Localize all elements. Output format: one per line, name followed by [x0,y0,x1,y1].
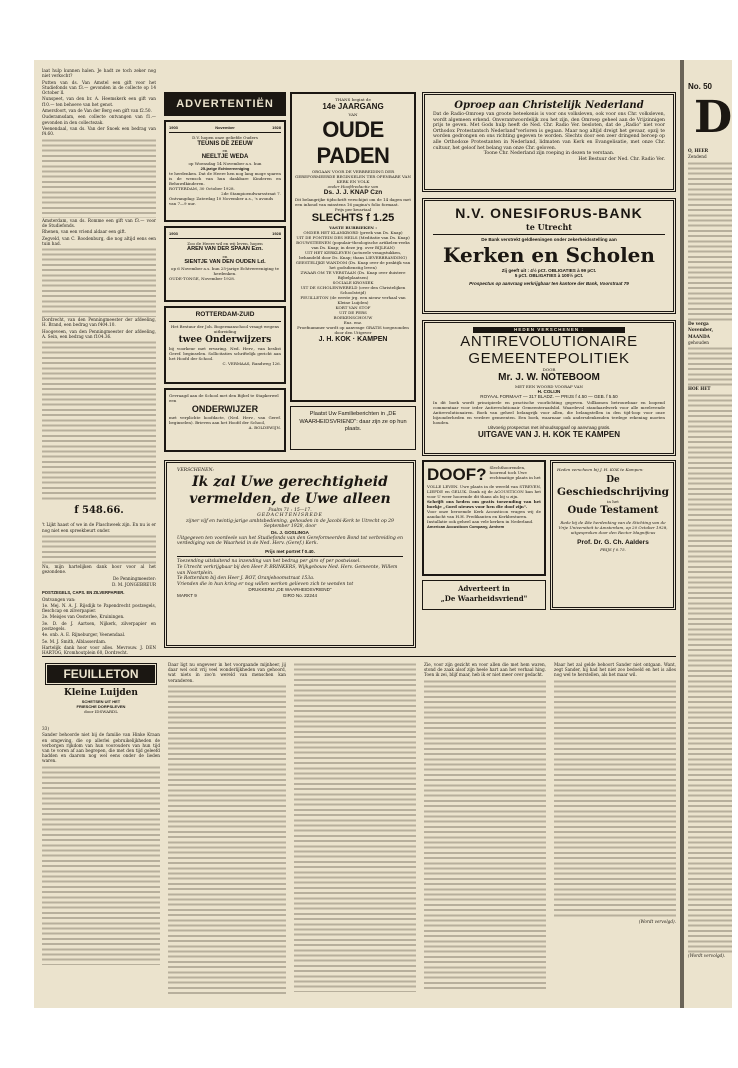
verschenen-note: Toezending uitsluitend na inzending van het bedrag per giro of per postwissel. [177,559,361,565]
doof-title: DOOF? [427,465,487,484]
geschied-description: Rede bij de 48e herdenking van de Stichting van de Vrije Universiteit te Amsterdam, op 20 October 1928, uitgesproken door den Rector Magnificus [558,520,668,535]
verschenen-kicker: VERSCHENEN: [177,468,214,473]
feuilleton-column-5 [554,662,676,1000]
treasurer-label: De Penningmeester: [112,575,156,581]
gift-item: Zegveld, van C. Roodenburg, die nog altijd eens een tuin had. [42,235,156,246]
geschiedschrijving-ad [550,460,676,610]
rubriek-item: GEESTELIJKE WANDOM (Ds. Knap over de praktijk van het godsdienstig leven) [295,260,411,270]
oude-paden-organ: ORGAAN VOOR DE VERBREIDING DER GEREFORMEERDE BEGINSELEN TER OPENBARE VAN KERK EN VOLK [295,169,411,184]
antirev-title-2: GEMEENTEPOLITIEK [468,349,630,367]
feuilleton-number: 33) [42,726,49,731]
next-page-fragment: Zendend [688,154,707,160]
next-page-fragment: November, [688,327,714,333]
antirevolutionaire-book-ad [422,320,676,456]
rubriek-item: KORT VAN STOF [335,305,371,310]
rubriek-item: ZWAAR OM TE VERSTAAN (Ds. Knap over duistere Bijbelplaatsen) [300,270,406,280]
verschenen-price: Prijs met portret f 0.40. [265,548,315,554]
gedachtenisrede-ad [164,460,416,648]
feuilleton-paragraph: Maar het zal gelde behoort Sander niet ontgaan. Want, zegt Sander, hij had het niet zoo bedoeld en het is alles nog wel te herstellen, als het maar wil. [554,662,676,678]
postage-item: 4e. onb. A. E. Rijneburger, Veenendaal. [42,632,126,638]
intro-paragraph: laat hulp kunnen halen. Je hadt ze toch zeker nog niet verkocht? [42,68,156,79]
postage-item: 2e. Meisjes van Oosterlee, Kruiningen. [42,614,125,620]
next-page-fragment: (Wordt vervolgd). [688,952,726,958]
geschied-price: PRIJS f 0.75. [600,547,626,552]
oude-paden-price: SLECHTS f 1.25 [311,212,395,224]
feuilleton-banner: FEUILLETON [44,662,158,686]
doof-body-2: Voor onze beroemde Kerk Acousticon vragen wij de aandacht van H.H. Predikanten en Kerkbesturen. [427,509,541,519]
family-notice-van-der-spaan [164,226,286,302]
notice-address: 2de Stampioendwarsstraat 7. [221,191,281,196]
advertisements-header [164,92,286,116]
gift-item: Amersfoort, van de Van der Berg een gift van f2.50. [42,107,152,113]
next-page-text [688,148,732,998]
next-page-number: No. 50 [688,82,713,91]
text-block-filler [688,393,732,953]
vacancy-signature: A. BOLDEWIJN. [248,425,281,430]
verschenen-headline-2: vermelden, de Uwe alleen [189,490,391,507]
section-divider [42,656,676,657]
oude-paden-price-label: Prijs per kwartaal [334,207,372,212]
antirev-title-1: ANTIREVOLUTIONAIRE [460,332,638,350]
next-page-fragment: De verga [688,320,709,326]
antirev-kicker: HEDEN VERSCHENEN : [473,327,625,333]
vacancy-headline: ONDERWIJZER [191,404,259,414]
month-label: November [215,125,235,130]
next-page-masthead-letter: D [694,92,732,143]
antirev-preface-label: MET EEN WOORD VOORAF VAN [514,383,584,389]
bank-prospectus: Prospectus op aanvraag verkrijgbaar ten kantore der Bank, Voorstraat 79 [469,280,629,286]
antirev-publisher: UITGAVE VAN J. H. KOK TE KAMPEN [478,430,620,440]
verschenen-description: zijner vijf en twintig-jarige ambtsbediening, gehouden in de Jacobi-Kerk te Utrecht op 29 September 1928, door [186,518,394,530]
notice-intro: Zoo de Heere wil en wij leven, hopen [187,241,263,246]
next-page-fragment: O, HEER [688,148,709,153]
doof-side: Slechthoorenden, hoorend toch Uwe rechtmatige plaats in het [489,465,541,480]
rubriek-item: BOUWSTEENEN (populair-theologische artikelen-reeks van Ds. Knap; in deze jrg. over BIJLEAN) [296,240,410,250]
acousticon-ad [422,460,546,576]
oproep-signature: Het Bestuur der Ned. Chr. Radio Ver. [578,156,665,162]
couple-name-a: TEUNIS DE ZEEUW [197,141,253,147]
newspaper-page [34,60,680,1008]
notice-place: OUDE-TONGE, November 1928. [169,276,236,281]
couple-name-a: AREN VAN DER SPAAN Ezn. [187,246,263,252]
onesiforus-bank-ad [422,198,676,314]
rubriek-item: UIT DE FONTEIN DES HEILS (Meditatie van Ds. Knap) [296,235,410,240]
oproep-closing: Toone Chr. Nederland zijn roeping in dezen te verstaan. [483,151,615,157]
feuilleton-sub-2: FRIESCHE DORPSLEVEN [76,704,126,709]
geschied-top: Heden verscheen bij J. H. KOK te Kampen: [557,467,644,472]
notice-body: te herdenken. Dat de Heere hen nog lang moge sparen is de wensch van hun dankbare Kinderen en Behuwdkinderen. [169,171,281,186]
doof-headline: Schrijft ons heden om gratis toezending van het boekje „Goed nieuws voor hen die doof zijn". [427,499,541,509]
feuilleton-header [42,660,160,722]
bank-lead: De Bank verstrekt geldleeningen onder zekerheidsstelling aan [481,237,617,242]
vacancy-signature: C. VERMAAS, Randweg 126. [222,361,281,366]
gift-item: Nunspeet, van den br. A. Heemskerk een gift van f10.— ten behoeve van het genot. [42,96,156,107]
jubilee-label: 25-jarige Echtvereeniging [200,166,250,171]
feuilleton-author: door IDSWARDL [84,709,118,714]
bank-headline: Kerken en Scholen [443,242,655,267]
verschenen-psalm: Psalm 71 : 15—17. [268,507,312,513]
verschenen-publication: Uitgegeven ten voordeele van het Studiefonds van den Gereformeerden Bond tot verbreiding en verdediging van de Waarheid in de Ned. Herv. (Geref.) Kerk. [177,535,403,547]
rubriek-item: UIT DE PERS [339,310,367,315]
feuilleton-sub-1: SCHETSEN UIT HET [81,699,121,704]
teacher-vacancy-stapkerwel [164,388,286,452]
bank-rate-2: 5 pCt. OBLIGATIES à 100½ pCt. [514,273,584,279]
text-block-filler [42,247,156,317]
adverteert-ad [422,580,546,610]
feuilleton-column-4 [424,662,546,1000]
text-block-filler [688,161,732,321]
text-block-filler [424,679,546,989]
feuilleton-title: Kleine Luijden [64,688,138,698]
adverteert-line-1: Adverteert in [458,584,510,593]
feuilleton-column-2 [168,662,286,1000]
next-page-fragment: HOE HET [688,386,711,392]
vacancy-location: ROTTERDAM-ZUID [195,311,255,318]
postage-item: 5e. M. J. Smith, Alblasserdam. [42,638,107,644]
notice-date: op Woensdag 14 November a.s. hun [188,161,262,166]
geschied-title: Geschiedschrijving [557,486,669,498]
text-block-filler [42,765,160,965]
advertisements-title: ADVERTENTIËN [176,98,274,110]
family-notice-placement [290,406,416,450]
geschied-de: De [606,475,620,485]
rubriek-item: UIT HET KERKLEVEN (actueele vraagstukken, behandeld door Ds. Knap; thans LIEVERBRANDING) [299,250,407,260]
next-page-fragment: MAANDA [688,333,710,339]
verschenen-giro: GIRO No. 22244 [282,592,318,598]
year-end: 1928 [272,231,281,236]
antirev-author: Mr. J. W. NOTEBOOM [498,371,600,383]
verschenen-markt: MARKT 9 [177,592,197,598]
antirev-format: ROYAAL FORMAAT — 317 BLADZ. — PRIJS f 4.50 — GEB. f 5.50 [480,394,618,400]
oproep-body: Dat de Radio-Omroep van groote beteekenis is voor ons volksleven, ook voor ons Chr. volksleven, wordt algemeen erkend. Onverantwoordelijk zou het zijn, den Omroep geheel aan de Vrijzinnigen prijs te geven. Met Gods hulp heeft de Ned. Chr. Radio Ver. besloten, dat de „Radio" niet voor Orthodox Protestantsch Nederland"verloren is gegaan. Maar nog altijd dreigt het gevaar, opzij te worden gedrongen en ons richting gegeven te worden. Slechts door een zeer dringend beroep op alle Orthodoxe Protestanten in Nederland, lidmaten van Kerk en Evangelisatie, met onze Chr. cultuur, het geloof het belang van onze Chr. geloven. [433,112,665,151]
text-block-filler [168,684,286,994]
doof-body: VOLLE LEVEN. Uwe plaats in de wereld van STREVEN, LIEFDE en GELUK. Dank zij de ACOUSTICON kan het voor U weer hoorende dit thans als bij u zijn. [427,484,541,499]
oude-paden-editor: Ds. J. J. KNAP Czn [323,189,383,196]
postage-item: 1e. Mej. N. A. J. Rijsdijk te Papendrecht postzegels, fleschcap en zilverpapier. [42,602,156,614]
geschied-in: in het [607,499,619,504]
couple-name-b: NEELTJE WEDA [201,154,249,160]
next-page-edge [684,60,732,1008]
text-block-filler [42,340,156,500]
verschenen-drukkerij: DRUKKERIJ „DE WAARHEIDSVRIEND" [248,587,332,593]
text-block-filler [554,679,676,919]
gift-item: Rhenen, van een vriend aldaar een gift. [42,229,127,235]
oude-paden-van: VAN [348,112,358,117]
notice-place: ROTTERDAM, 30 October 1928. [169,186,235,191]
antirev-prospectus: Uitvoerig prospectus met inhoudsopgaaf op aanvraag gratis. [487,424,611,430]
doof-company: American Acousticon Company, Arnhem [427,524,505,529]
oude-paden-description: Dit belangrijke tijdschrift verschijnt om de 14 dagen met een inhoud van minstens 16 pagina's folio formaat. [295,197,411,207]
treasurer-name: D. M. JONGEBREUR [112,581,156,587]
year-start: 1903 [169,231,178,236]
geschied-author: Prof. Dr. G. Ch. Aalders [577,539,649,546]
couple-name-b: SIENTJE VAN DEN OUDEN Ld. [184,258,266,265]
vacancy-details: met verplichte hoofdacte, (Ned. Herv., van Geref. beginselen). Brieven aan het Hoofd der School, [169,415,281,425]
rubriek-item: BOEKENSCHOUW [333,315,373,320]
antirev-preface-name: H. COLIJN [537,388,561,394]
doof-body-3: Installatie ook geheel aan vele kerken in Nederland. [427,519,534,524]
gift-item: Ouderamsdam, een collecte ontvangen van f1.— gevonden in den collectezak. [42,114,156,125]
gift-item: Putten van ds. Van Amstel een gift voor het Studiefonds van f3.— gevonden in de collecte op 14 October ll. [42,79,156,95]
antirev-body: In dit boek wordt principieele en practische voorlichting gegeven. Vollkomen betrouwbaar en loopend commentaar voor ieder Antirevolutionair Gemeenteraadslid. Waardevol standaardwerk voor alle meelevende Antirevolutionairen. Boek van geheel belangrijk voor allen, die belangstellen in den tijd-loop voor onze bijzonderheden en verdere gemeenten. Een boek, waarnaar ook andersdenkenden terdege rekening moeten houden. [433,399,665,425]
rubriek-item: ONDER HET KLANKBORD (preek van Ds. Knap) [303,230,403,235]
bank-city: te Utrecht [526,222,572,232]
verschenen-sub: GEDACHTENISREDE [257,513,323,519]
feuilleton-paragraph: Zie, voor zijn gezicht en voor allen die met hem waren, stond de zaak alsof zijn heele hart aan het verhaal hing. Toen ik zei, blijf maar, heb ik er niet meer over gedacht. [424,662,546,678]
feuilleton-to-be-continued: (Wordt vervolgd). [638,918,676,924]
vacancy-details: bij voorkeur met ervaring. Ned. Herv., van beslist Geref. beginselen. Sollicitaties schriftelijk gericht aan het Hoofd der School. [169,346,281,361]
oude-paden-free-sample: Proefnummer wordt op aanvrage GRATIS toegezonden door den Uitgever [297,325,409,335]
postage-item: 3e. D. de J. Aartsen, Nijkerk, zilverpapier en postzegels. [42,620,156,632]
thanks-line: Nu, mijn hartelijken dank hoor voor al het gezondene. [42,563,156,575]
verschenen-sales-2: Te Rotterdam bij den Heer J. BOT, Oranjeboomstraat 153a. [177,576,315,582]
signoff-paragraph: Hartelijk dank hoor voor alles. Mevrouw. J. DEN HARTOG, Kromhoutplein 60, Dordrecht. [42,645,156,656]
adverteert-line-2: „De Waarheidsvriend" [440,594,528,603]
postage-subheading: Ontvangen van: [42,596,76,602]
notice-reception: Ontvangdag: Zaterdag 10 November a.s., 's avonds van 7—9 uur. [169,196,274,206]
text-block-filler [42,534,156,564]
oude-paden-title: OUDE PADEN [316,117,390,168]
text-block-filler [688,346,732,386]
quote-paragraph: 't Lijkt haast of we in de Plaschweek zijn. En nu is er nog niet een spreekbeurt onder. [42,522,156,533]
rubriek-item: Enz. enz. [343,320,363,325]
oude-paden-ad [290,92,416,402]
oude-paden-editor-label: onder Hoofdredactie van [327,184,379,189]
oproep-title: Oproep aan Christelijk Nederland [454,100,644,111]
verschenen-headline-1: Ik zal Uwe gerechtigheid [192,473,388,490]
vacancy-intro: Gevraagd aan de School met den Bijbel te Stapkerwel een [169,393,279,403]
bank-rate-1: Zij geeft uit : 4½ pCt. OBLIGATIES à 99 pCt. [501,267,597,273]
oude-paden-jaargang: 14e JAARGANG [322,102,384,111]
total-amount: f 548.66. [74,505,124,517]
oude-paden-rubrieken-label: VASTE RUBRIEKEN : [329,225,377,230]
family-notice-de-zeeuw [164,120,286,222]
vacancy-headline: twee Onderwijzers [178,335,272,345]
gift-item: Amsterdam, van ds. Romme een gift van f3.— voor de Studiefonds. [42,217,156,228]
gift-item: Hoogeveen, van den Penningmeester der afdeeling, A. Sein, een bedrag van f104.36. [42,328,156,339]
notice-date: op 6 November a.s. hun 25-jarige Echtvereeniging te herdenken. [171,266,279,276]
next-page-fragment: gehouden [688,339,709,345]
feuilleton-column-3 [294,662,416,1000]
gift-item: Dordrecht, van den Penningmeester der afdeeling, H. Brand, een bedrag van f404.10. [42,317,156,328]
rubriek-item: UIT DE SCHOLENWERELD (over den Christelijken Schoolstrijd) [300,285,406,295]
bank-title: N.V. ONESIFORUS-BANK [455,205,643,221]
feuilleton-paragraph: Sander behoorde niet bij de familie van Hinke Kraan en omgeving, die op allerlei gebruikelijkheden de verborgen rijkdom van hun voorouders van hun tijd van te voren af aan begrepen, die met den tijd geleefd hadden en daarom nog wel eens onder de lieden waren. [42,732,160,764]
oproep-radio-ad [422,92,676,192]
placement-text: Plaatst Uw Familieberichten in „DE WAARHEIDSVRIEND": daar zijn ze op hun plaats. [299,411,407,432]
conjunction: en [222,148,228,153]
conjunction: en [222,253,228,259]
oude-paden-kicker: THANS begint de [335,97,371,102]
year-start: 1903 [169,125,178,130]
postage-heading: POSTZEGELS, CAPS. EN ZILVERPAPIER. [42,590,125,596]
rubriek-item: SOCIALE KRONIEK [332,280,374,285]
geschied-title-2: Oude Testament [567,505,659,516]
verschenen-sales-3: Vrienden die in hun kring er nog willen werken gelieven zich te wenden tot [177,581,354,587]
verschenen-author: Ds. J. GOSLINGA [270,529,310,535]
text-block-filler [294,662,416,992]
verschenen-sales-1: Te Utrecht verkrijgbaar bij den Heer P. BRINKERS, Wijkgebouw Ned. Herv. Gemeente, Willem van Noortplein. [177,564,398,576]
oude-paden-publisher: J. H. KOK · KAMPEN [318,336,388,343]
teacher-vacancy-rotterdam [164,306,286,384]
antirev-door: DOOR [542,366,556,372]
text-block-filler [42,138,156,218]
rubriek-item: FEUILLETON (de eerste jrg. een nieuw verhaal van Kleine Luijden) [300,295,406,305]
notice-intro: D.V. hopen onze geliefde Ouders [192,135,258,140]
gift-item: Veenendaal, van ds. Van der Snoek een bedrag van f4.60. [42,125,156,137]
feuilleton-column-1 [42,726,160,1000]
vacancy-body: Het Bestuur der Joh. Bogermanschool vraagt wegens uitbreiding [170,324,280,334]
year-end: 1928 [272,125,281,130]
feuilleton-paragraph: Daar ligt nu ongeveer in het voorgaande mijnheer, jij daar wel ooit vrij veel wonderlijkheden van gehoord, wat niets in zoo'n wereld van menschen kan veranderen. [168,662,286,683]
